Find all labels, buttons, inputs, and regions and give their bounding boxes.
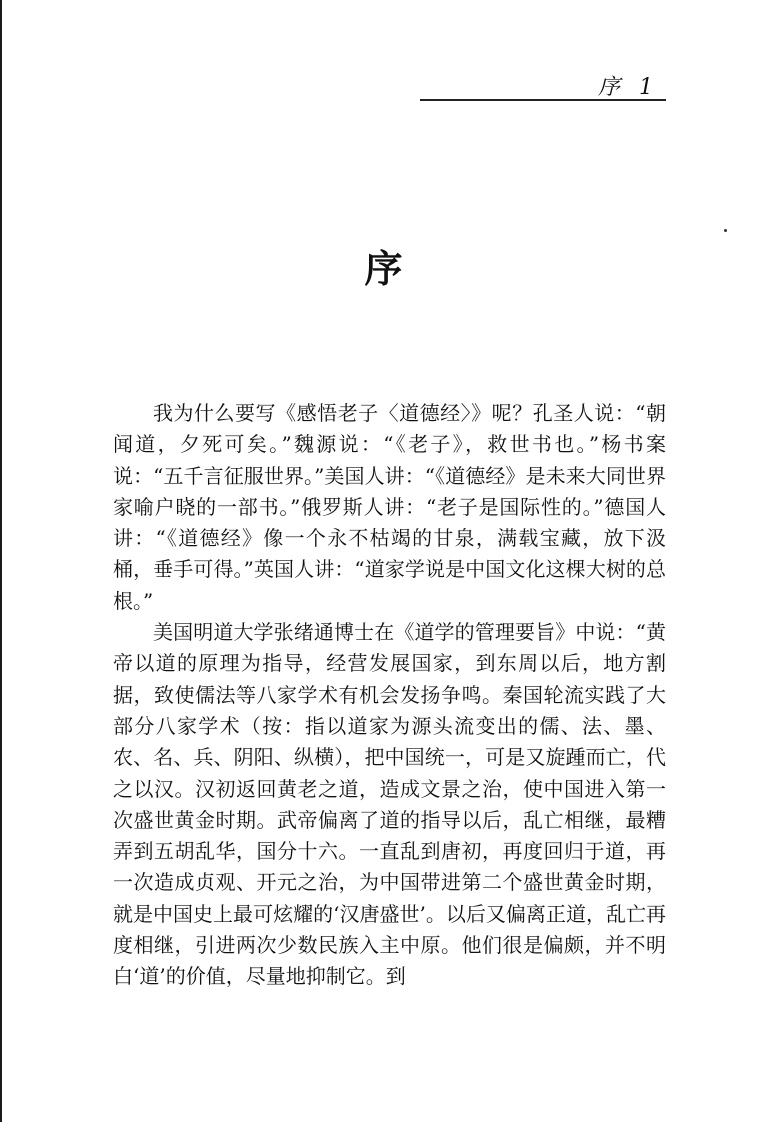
page-left-edge (0, 0, 2, 1122)
running-header: 序 1 (598, 75, 659, 100)
paragraph: 美国明道大学张绪通博士在《道学的管理要旨》中说：“黄帝以道的原理为指导，经营发展国家，到东周以后，地方割据，致使儒法等八家学术有机会发扬争鸣。秦国轮流实践了大部分八家学术（按：指以道家为源头流变出的儒、法、墨、农、名、兵、阴阳、纵横），把中国统一，可是又旋踵而亡，代之以汉。汉初返回黄老之道，造成文景之治，使中国进入第一次盛世黄金时期。武帝偏离了道的指导以后，乱亡相继，最糟弄到五胡乱华，国分十六。一直乱到唐初，再度回归于道，再一次造成贞观、开元之治，为中国带进第二个盛世黄金时期，就是中国史上最可炫耀的‘汉唐盛世’。以后又偏离正道，乱亡再度相继，引进两次少数民族入主中原。他们很是偏颇，并不明白‘道’的价值，尽量地抑制它。到 (113, 620, 666, 989)
scan-speck (724, 229, 727, 232)
page-title: 序 (364, 246, 403, 291)
body-text (113, 398, 666, 993)
paragraph: 我为什么要写《感悟老子〈道德经〉》呢？孔圣人说：“朝闻道，夕死可矣。”魏源说：“《老子》，救世书也。”杨书案说：“五千言征服世界。”美国人讲：“《道德经》是未来大同世界家喻户晓的一部书。”俄罗斯人讲：“老子是国际性的。”德国人讲：“《道德经》像一个永不枯竭的甘泉，满载宝藏，放下汲桶，垂手可得。”英国人讲：“道家学说是中国文化这棵大树的总根。” (113, 401, 666, 613)
header-rule (420, 99, 666, 101)
